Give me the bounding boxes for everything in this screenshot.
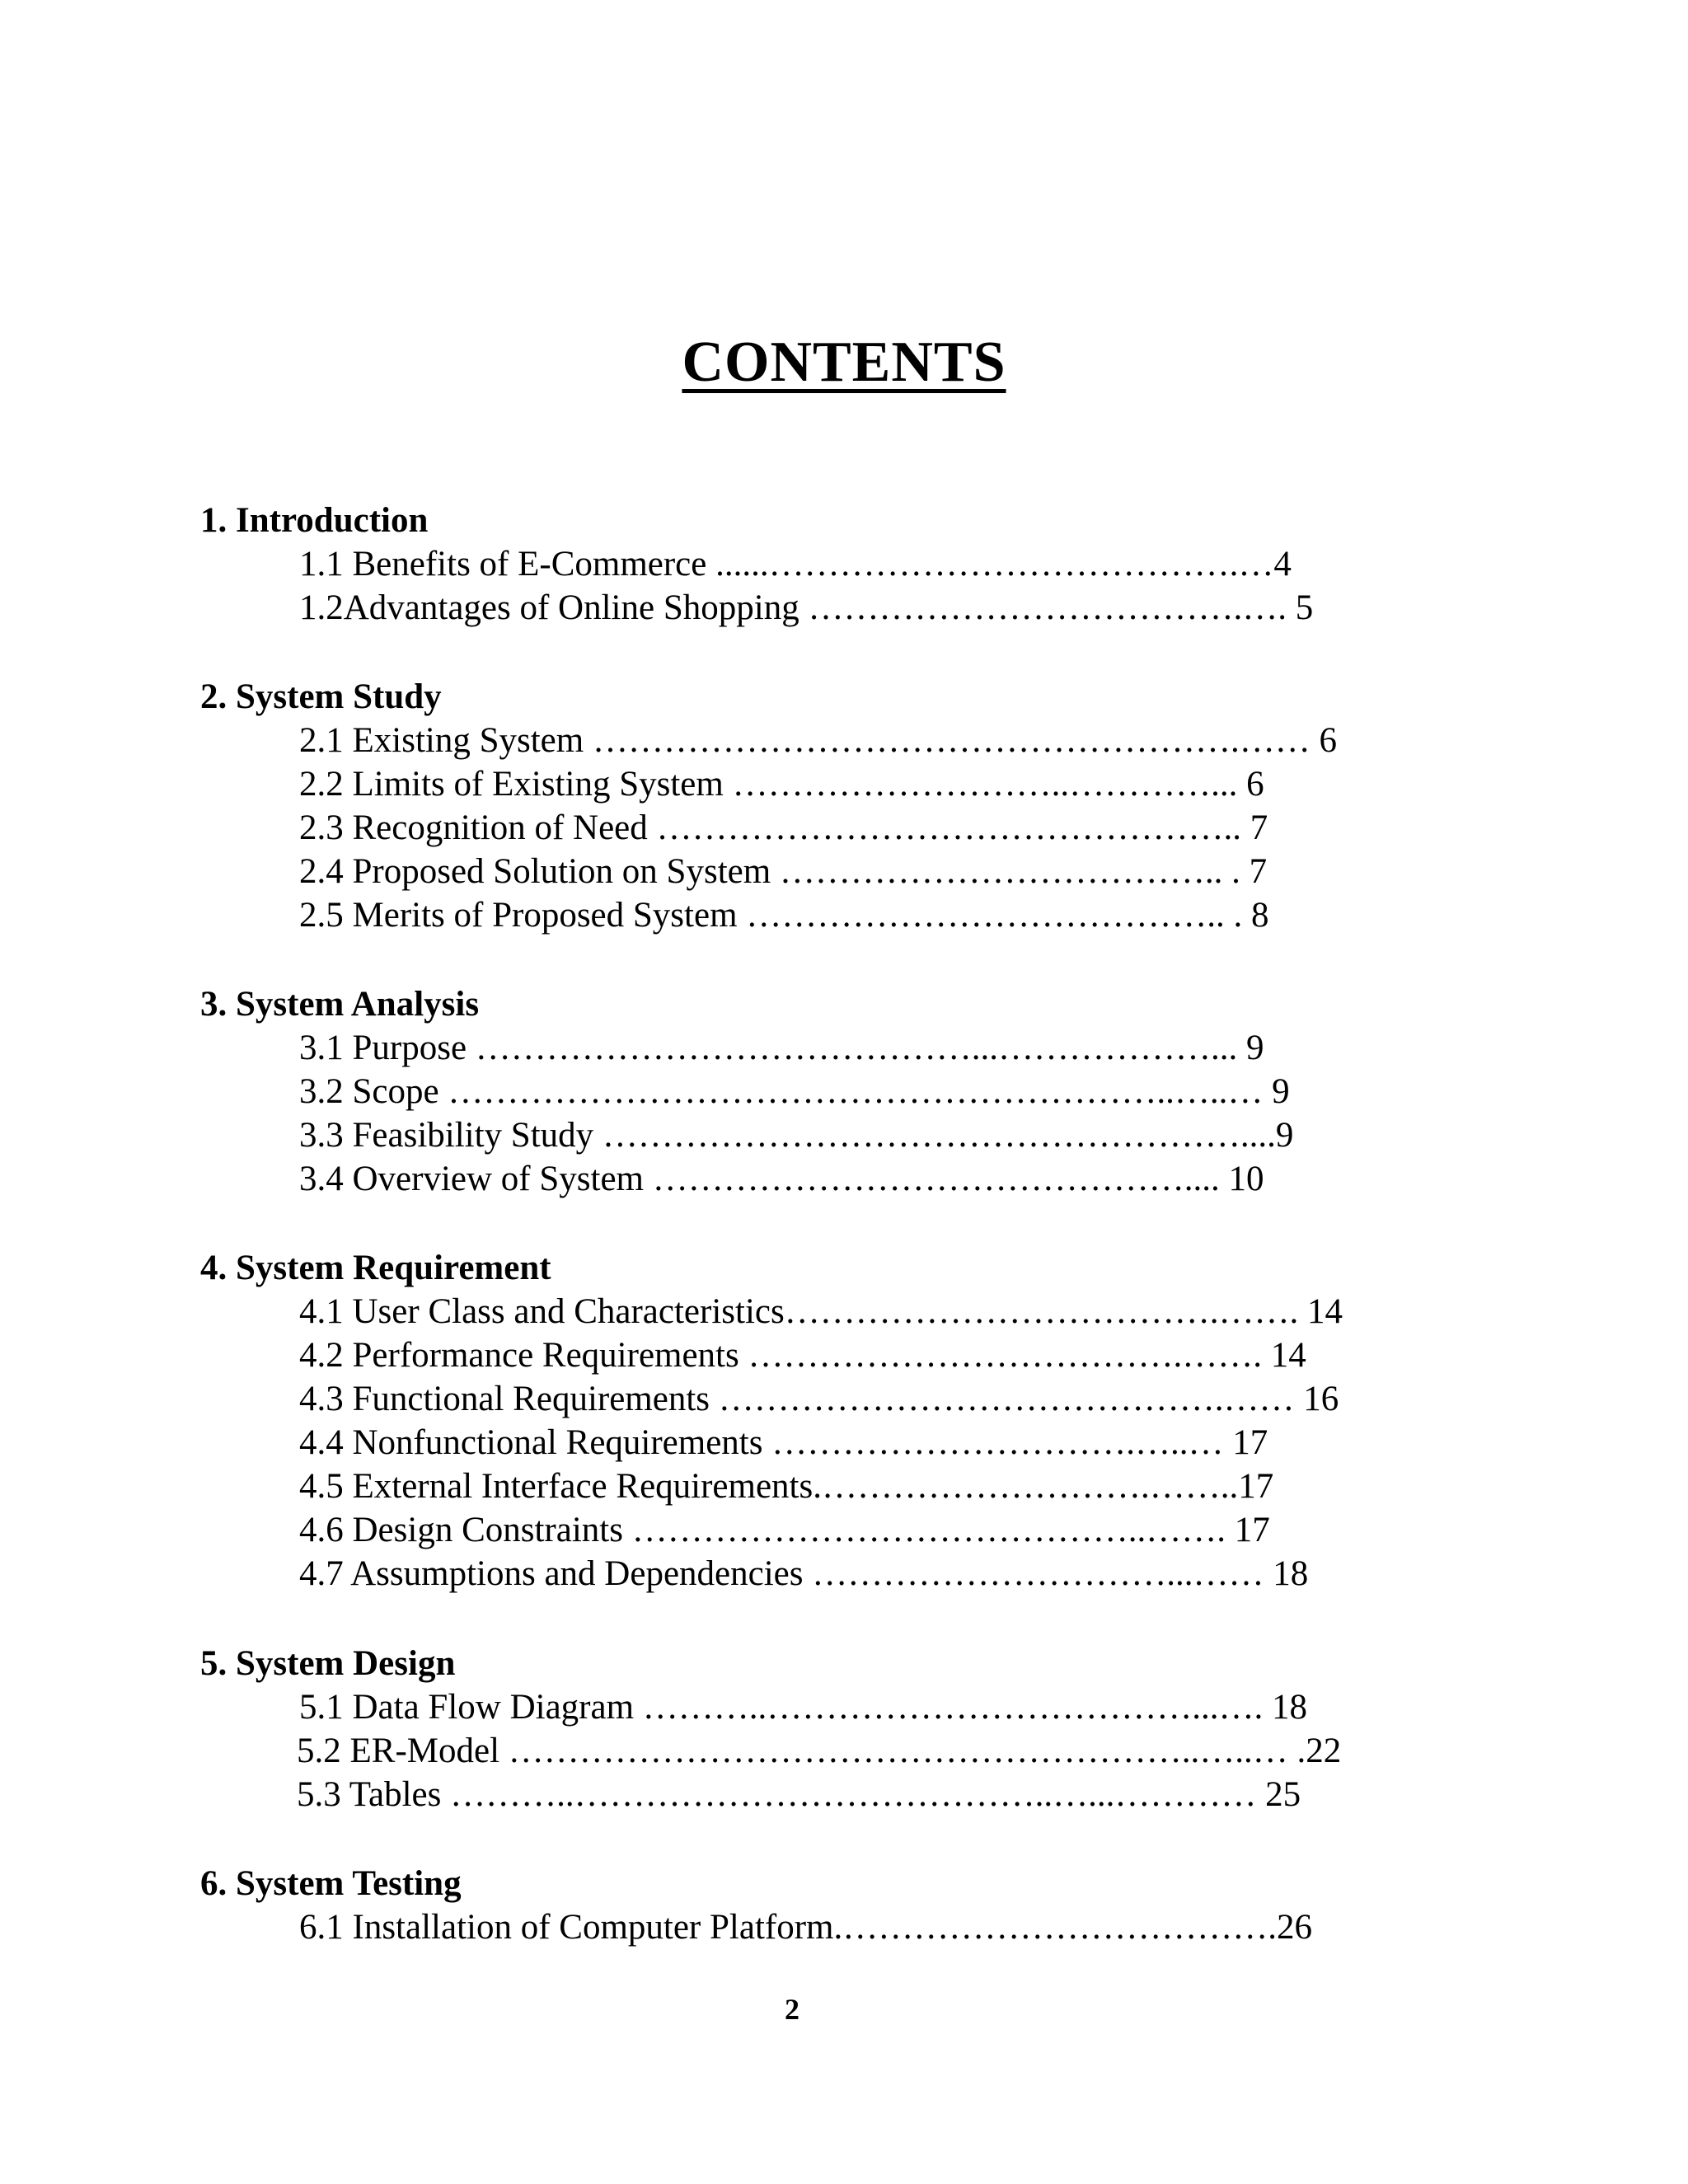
section-heading-introduction: 1. Introduction <box>200 501 429 540</box>
toc-entry-4-6: 4.6 Design Constraints ……………………………………..……. 17 <box>299 1511 1270 1549</box>
contents-title: CONTENTS <box>682 330 1006 394</box>
toc-entry-4-4: 4.4 Nonfunctional Requirements ………………………….…..… 17 <box>299 1423 1268 1462</box>
section-heading-system-study: 2. System Study <box>200 677 442 716</box>
toc-entry-2-1: 2.1 Existing System ……………………………………………….…… 6 <box>299 721 1337 760</box>
toc-entry-4-2: 4.2 Performance Requirements ……………………………….……. 14 <box>299 1336 1306 1375</box>
toc-entry-5-1: 5.1 Data Flow Diagram ………..………………………………...…. 18 <box>299 1688 1308 1727</box>
toc-entry-6-1: 6.1 Installation of Computer Platform.……………………………….26 <box>299 1908 1312 1947</box>
toc-entry-3-2: 3.2 Scope ……………………………………………………..…..… 9 <box>299 1072 1290 1111</box>
toc-entry-2-3: 2.3 Recognition of Need ………………………………………….. 7 <box>299 808 1268 847</box>
section-heading-system-requirement: 4. System Requirement <box>200 1249 551 1287</box>
toc-entry-2-5: 2.5 Merits of Proposed System ………………………………….. . 8 <box>299 896 1269 935</box>
toc-entry-3-1: 3.1 Purpose ……………………………………...………………... 9 <box>299 1029 1264 1067</box>
section-heading-system-design: 5. System Design <box>200 1644 456 1683</box>
toc-entry-4-5: 4.5 External Interface Requirements.……………………….……..17 <box>299 1467 1274 1506</box>
toc-entry-5-3: 5.3 Tables ………..…………………………………..…...………… 25 <box>297 1775 1301 1814</box>
toc-entry-4-3: 4.3 Functional Requirements …………………………………….…… 16 <box>299 1380 1339 1418</box>
section-heading-system-testing: 6. System Testing <box>200 1864 462 1903</box>
toc-entry-3-3: 3.3 Feasibility Study ………………………………………………....9 <box>299 1116 1294 1155</box>
section-heading-system-analysis: 3. System Analysis <box>200 985 480 1024</box>
toc-entry-1-2: 1.2Advantages of Online Shopping ……………………………….…. 5 <box>299 588 1314 627</box>
toc-entry-2-2: 2.2 Limits of Existing System ………………………..…………... 6 <box>299 765 1264 804</box>
toc-entry-5-2: 5.2 ER-Model …………………………………………………..…..… .22 <box>297 1732 1342 1770</box>
page-number: 2 <box>785 1993 799 2026</box>
toc-entry-3-4: 3.4 Overview of System ……………………………………….... 10 <box>299 1160 1264 1198</box>
toc-entry-1-1: 1.1 Benefits of E-Commerce ......………………………………….…4 <box>299 545 1292 583</box>
toc-entry-2-4: 2.4 Proposed Solution on System ……………………………….. . 7 <box>299 852 1268 891</box>
toc-entry-4-7: 4.7 Assumptions and Dependencies …………………………...…… 18 <box>299 1554 1309 1593</box>
toc-entry-4-1: 4.1 User Class and Characteristics……………………………….……. 14 <box>299 1292 1343 1331</box>
